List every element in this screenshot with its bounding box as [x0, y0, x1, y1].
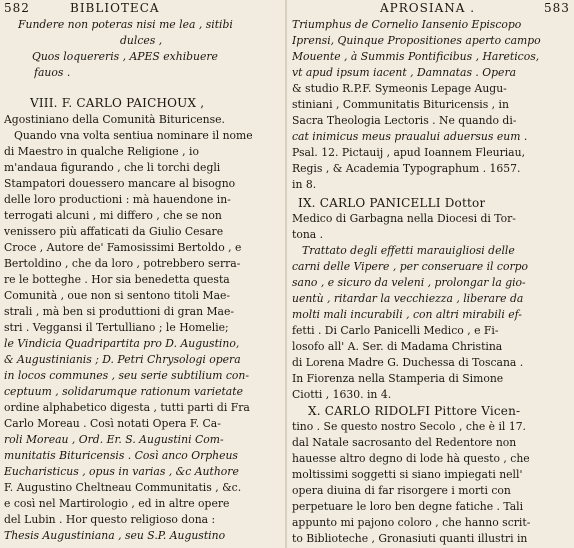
left-running-head: BIBLIOTECA: [70, 1, 160, 15]
text-line: Mouente , à Summis Pontificibus , Hareticos,: [292, 51, 540, 63]
text-line: tona .: [292, 229, 324, 241]
section-heading-viii: VIII. F. CARLO PAICHOUX ,: [30, 97, 205, 110]
text-line: perpetuare le loro ben degne fatiche . Tali: [292, 501, 524, 513]
text-line: opera diuina di far risorgere i morti con: [292, 485, 511, 497]
text-line: Medico di Garbagna nella Diocesi di Tor-: [292, 213, 516, 225]
text-line: Stampatori douessero mancare al bisogno: [4, 178, 236, 190]
text-line: losofo all' A. Ser. di Madama Christina: [292, 341, 503, 353]
text-line: F. Augustino Cheltneau Communitatis , &c.: [4, 482, 242, 494]
text-line: to Biblioteche , Gronasiuti quanti illustri in: [292, 533, 528, 545]
text-line: roli Moreau , Ord. Er. S. Augustini Com-: [4, 434, 224, 446]
left-page: [0, 0, 284, 548]
text-line: delle loro productioni : mà hauendone in-: [4, 194, 231, 206]
section-heading-ix: IX. CARLO PANICELLI Dottor: [298, 197, 486, 210]
text-line: & Augustinianis ; D. Petri Chrysologi opera: [4, 354, 241, 366]
text-line: ceptuum , solidarumque rationum varietate: [4, 386, 243, 398]
text-line: in 8.: [292, 179, 317, 191]
text-line: Carlo Moreau . Così notati Opera F. Ca-: [4, 418, 221, 430]
text-line: Quando vna volta sentiua nominare il nome: [14, 130, 253, 142]
text-line: Iprensi, Quinque Propositiones aperto campo: [292, 35, 541, 47]
text-line: Agostiniano della Comunità Bituricense.: [4, 114, 225, 126]
text-line: sano , e sicuro da veleni , prolongar la gio-: [292, 277, 526, 289]
right-page-number: 583: [544, 1, 570, 15]
text-line: vt apud ipsum iacent , Damnatas . Opera: [292, 67, 517, 79]
text-line: Eucharisticus , opus in varias , &c Authore: [4, 466, 239, 478]
text-line: re le botteghe . Hor sia benedetta questa: [4, 274, 230, 286]
text-line: ordine alphabetico digesta , tutti parti di Fra: [4, 402, 250, 414]
text-line: in locos communes , seu serie subtilium con-: [4, 370, 250, 382]
text-line: le Vindicia Quadripartita pro D. Augustino,: [4, 338, 240, 350]
text-line: uentù , ritardar la vecchiezza , liberare da: [292, 293, 524, 305]
text-line: Triumphus de Cornelio Iansenio Episcopo: [292, 19, 522, 31]
text-line: stri . Veggansi il Tertulliano ; le Homelie;: [4, 322, 229, 334]
right-page: [288, 0, 574, 548]
text-line: appunto mi pajono coloro , che hanno scrit-: [292, 517, 531, 529]
left-page-number: 582: [4, 1, 30, 15]
text-line: Quos loquereris , APES exhibuere: [32, 51, 218, 63]
text-line: & studio R.P.F. Symeonis Lepage Augu-: [292, 83, 507, 95]
text-line: carni delle Vipere , per conseruare il corpo: [292, 261, 529, 273]
text-line: strali , mà ben si produttioni di gran Mae-: [4, 306, 235, 318]
text-line: moltissimi soggetti si siano impiegati nell': [292, 469, 523, 481]
text-line: Regis , & Academia Typographum . 1657.: [292, 163, 521, 175]
text-line: Sacra Theologia Lectoris . Ne quando di-: [292, 115, 517, 127]
right-running-head: APROSIANA .: [380, 1, 476, 15]
text-line: m'andaua figurando , che li torchi degli: [4, 162, 221, 174]
text-line: e così nel Martirologio , ed in altre opere: [4, 498, 230, 510]
text-line: fauos .: [34, 67, 71, 79]
text-line: dulces ,: [120, 35, 163, 47]
section-heading-x: X. CARLO RIDOLFI Pittore Vicen-: [308, 405, 521, 418]
book-gutter: [285, 0, 287, 548]
text-line: Comunità , oue non si sentono titoli Mae-: [4, 290, 231, 302]
text-line: tino . Se questo nostro Secolo , che è il 17.: [292, 421, 526, 433]
text-line: munitatis Bituricensis . Così anco Orpheus: [4, 450, 238, 462]
text-line: molti mali incurabili , con altri mirabili ef-: [292, 309, 522, 321]
text-line: Psal. 12. Pictauij , apud Ioannem Fleuriau,: [292, 147, 526, 159]
text-line: di Lorena Madre G. Duchessa di Toscana .: [292, 357, 524, 369]
text-line: terrogati alcuni , mi differo , che se non: [4, 210, 222, 222]
text-line: stiniani , Communitatis Bituricensis , in: [292, 99, 509, 111]
text-line: hauesse altro degno di lode hà questo , che: [292, 453, 530, 465]
text-line: cat inimicus meus praualui aduersus eum .: [292, 131, 528, 143]
text-line: fetti . Di Carlo Panicelli Medico , e Fi-: [292, 325, 499, 337]
text-line: Croce , Autore de' Famosissimi Bertoldo , e: [4, 242, 242, 254]
text-line: Fundere non poteras nisi me lea , sitibi: [18, 19, 233, 31]
text-line: Ciotti , 1630. in 4.: [292, 389, 392, 401]
text-line: di Maestro in qualche Religione , io: [4, 146, 199, 158]
text-line: dal Natale sacrosanto del Redentore non: [292, 437, 517, 449]
text-line: venissero più affaticati da Giulio Cesare: [4, 226, 224, 238]
text-line: Bertoldino , che da loro , potrebbero serra-: [4, 258, 241, 270]
text-line: In Fiorenza nella Stamperia di Simone: [292, 373, 504, 385]
text-line: del Lubin . Hor questo religioso dona :: [4, 514, 216, 526]
text-line: Thesis Augustiniana , seu S.P. Augustino: [4, 530, 226, 542]
text-line: Trattato degli effetti marauigliosi delle: [302, 245, 515, 257]
